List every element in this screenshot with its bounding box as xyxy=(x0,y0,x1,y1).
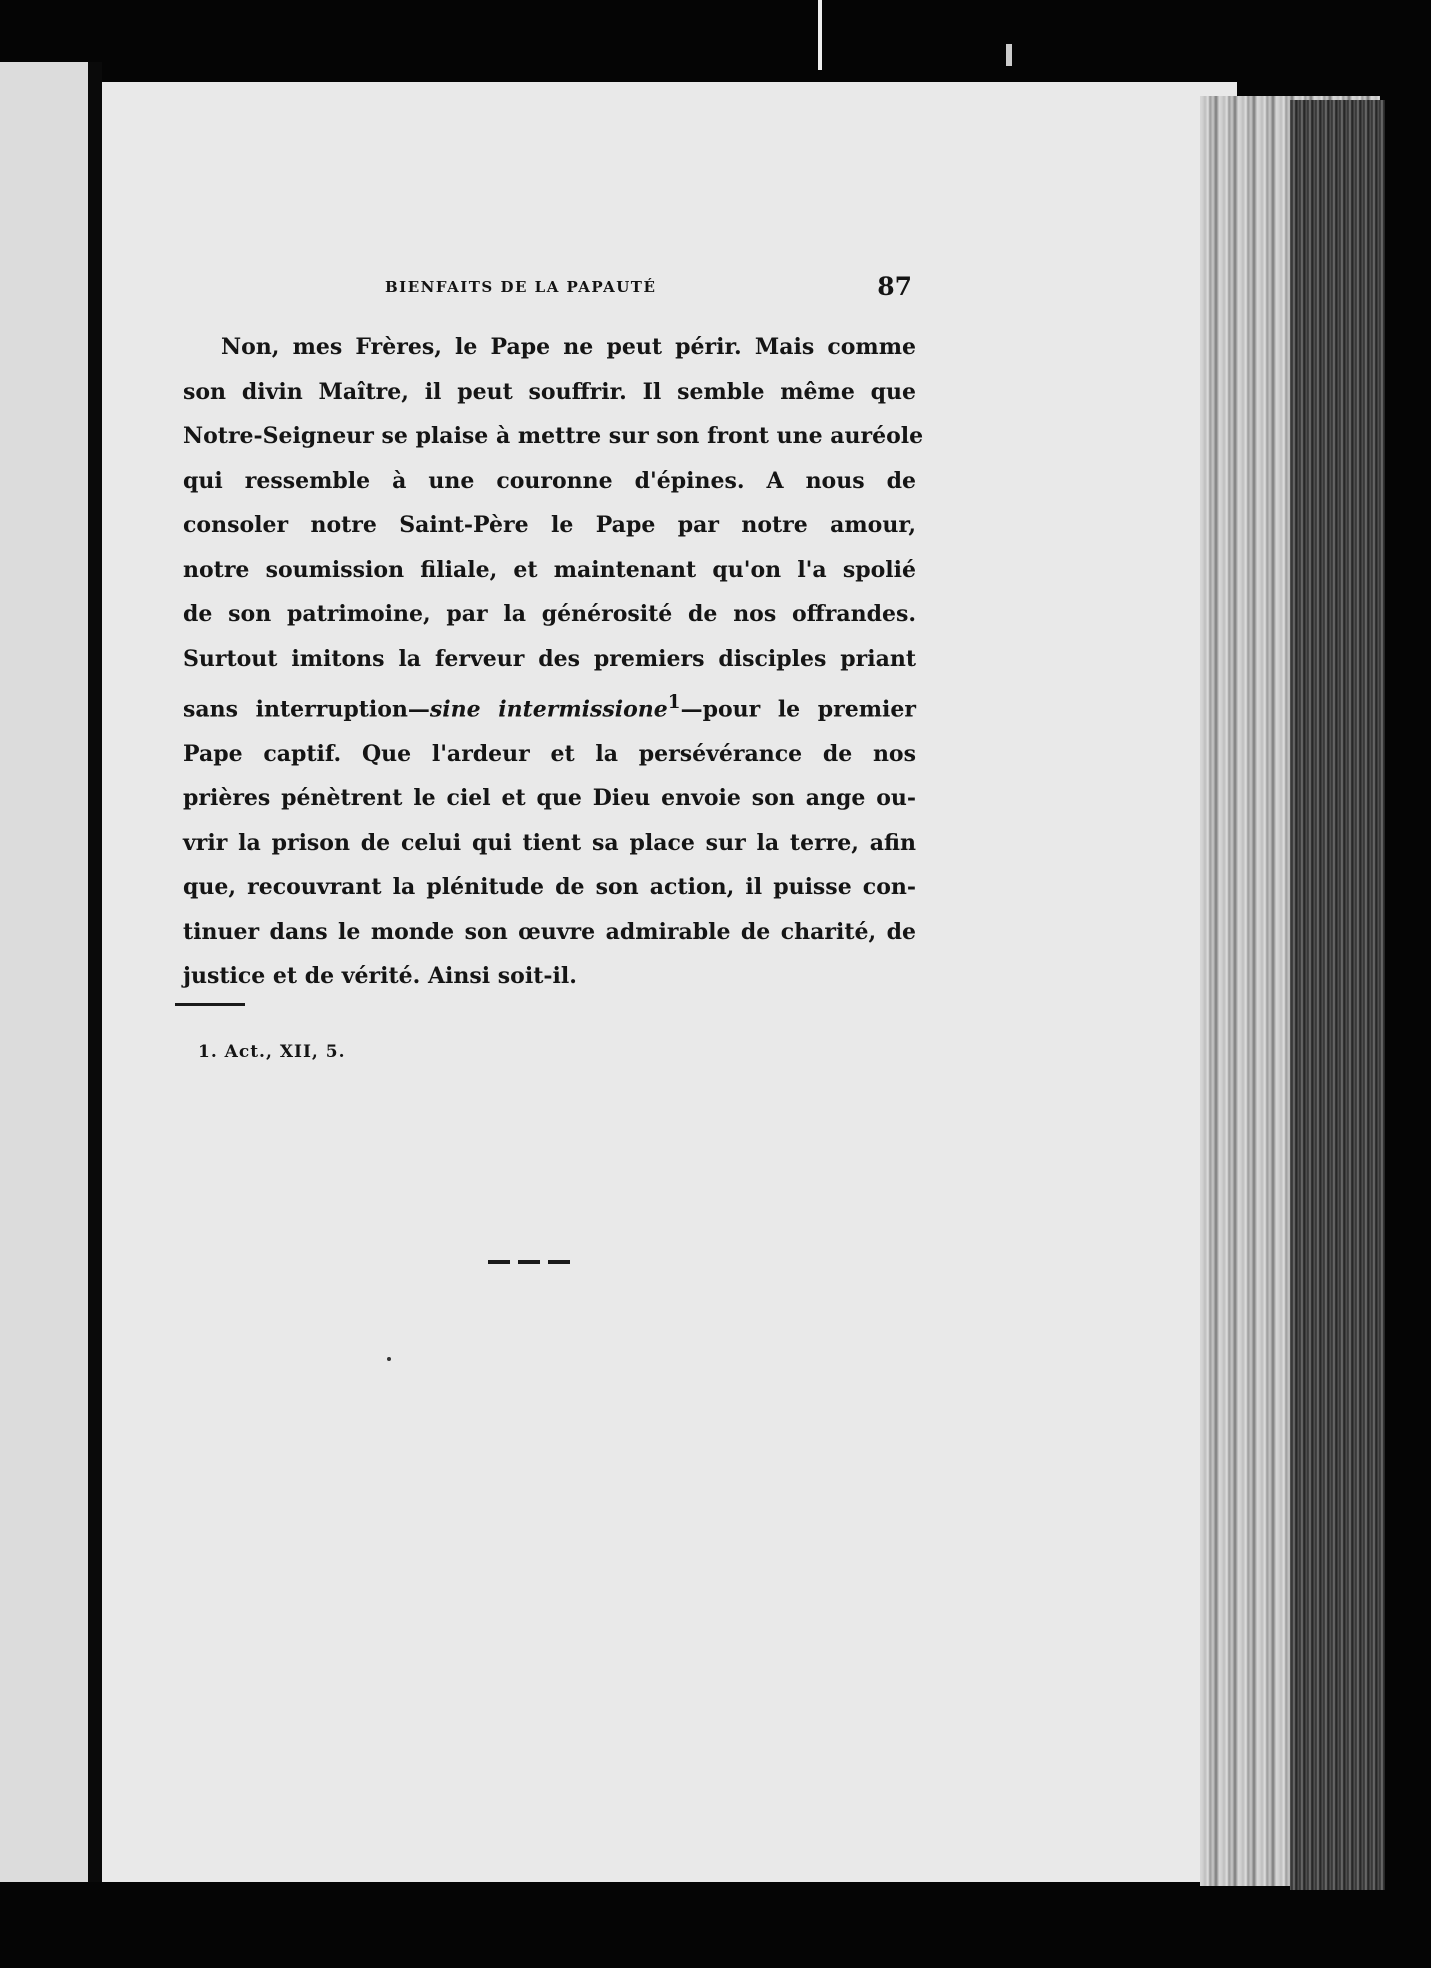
scan-artifact xyxy=(818,0,822,70)
text-run: sans interruption— xyxy=(183,696,430,723)
text-line: notre soumission filiale, et maintenant qu'on l'a spolié xyxy=(183,556,916,583)
footnote-divider xyxy=(175,1003,245,1006)
text-line: Surtout imitons la ferveur des premiers disciples priant xyxy=(183,645,916,672)
text-line: vrir la prison de celui qui tient sa place sur la terre, afin xyxy=(183,829,916,856)
text-line: Non, mes Frères, le Pape ne peut périr. Mais comme xyxy=(221,334,916,360)
footnote-reference: 1 xyxy=(667,692,681,713)
text-line: de son patrimoine, par la générosité de nos offrandes. xyxy=(183,601,916,627)
gutter-shadow xyxy=(88,62,102,1882)
text-line: justice et de vérité. Ainsi soit-il. xyxy=(183,963,577,990)
page-number: 87 xyxy=(877,272,912,301)
text-line: son divin Maître, il peut souffrir. Il semble même que xyxy=(183,378,916,405)
text-line: prières pénètrent le ciel et que Dieu envoie son ange ou- xyxy=(183,785,916,812)
scan-speck xyxy=(387,1357,391,1361)
text-line: consoler notre Saint-Père le Pape par notre amour, xyxy=(183,512,916,538)
running-title: BIENFAITS DE LA PAPAUTÉ xyxy=(385,278,657,296)
left-page-edge xyxy=(0,62,90,1882)
text-line xyxy=(183,681,916,732)
end-ornament xyxy=(488,1260,574,1264)
text-line: Notre-Seigneur se plaise à mettre sur son front une auréole xyxy=(183,423,924,449)
text-line: que, recouvrant la plénitude de son action, il puisse con- xyxy=(183,874,916,901)
body-paragraph xyxy=(183,325,924,999)
text-line: Pape captif. Que l'ardeur et la persévérance de nos xyxy=(183,740,916,767)
footnote: 1. Act., XII, 5. xyxy=(198,1042,346,1062)
scan-artifact xyxy=(1006,44,1012,66)
text-run: —pour le premier xyxy=(680,696,916,723)
text-line: tinuer dans le monde son œuvre admirable de charité, de xyxy=(183,918,916,945)
book-binding-edge xyxy=(1290,100,1385,1890)
text-line: qui ressemble à une couronne d'épines. A nous de xyxy=(183,467,916,494)
latin-quote: sine intermissione xyxy=(429,696,668,723)
